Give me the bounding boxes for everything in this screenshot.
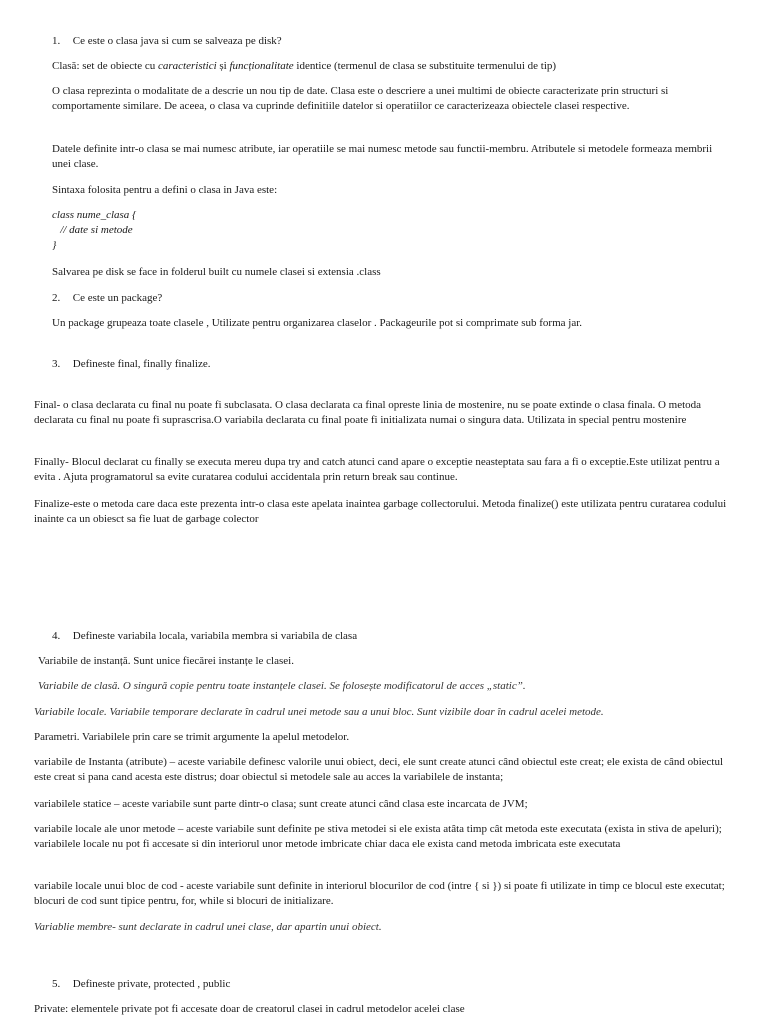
paragraph: O clasa reprezinta o modalitate de a descrie un nou tip de date. Clasa este o descriere a unei multimi de obiecte caracterizate prin structuri si comportamente similare. De aceea, o clasa va cuprinde definitiile datelor si operatiilor ce caracterizeaza obiectele clasei respective.	[52, 85, 669, 112]
class-variables: Variabile de clasă. O singură copie pentru toate instanțele clasei. Se folosește modificatorul de acces „static”.	[38, 680, 526, 692]
question-text: Defineste final, finally finalize.	[72, 358, 211, 370]
final-definition: Final- o clasa declarata cu final nu poate fi subclasata. O clasa declarata ca final opreste linia de mostenire, nu se poate extinde o clasa finala. O metoda declarata cu final nu poate fi suprascrisa.O variabila declarata cu final poate fi initializata numai o singura data. Utilizata in special pentru mostenire	[34, 399, 702, 426]
member-variables: Variablie membre- sunt declarate in cadrul unei clase, dar apartin unui obiect.	[34, 921, 382, 933]
question-1	[52, 34, 282, 49]
paragraph: variabile locale unui bloc de cod - aceste variabile sunt definite in interiorul blocurilor de cod (intre { si }) si poate fi utilizate in timp ce blocul este executat; blocuri de cod sunt tipice pentru, for, while si blocuri de initializare.	[34, 880, 725, 907]
question-text: Defineste variabila locala, variabila membra si variabila de clasa	[72, 630, 358, 642]
question-number: 2.	[52, 292, 61, 304]
paragraph: Un package grupeaza toate clasele , Utilizate pentru organizarea claselor . Packageurile pot si comprimate sub forma jar.	[52, 317, 583, 329]
paragraph: variabile de Instanta (atribute) – aceste variabile definesc valorile unui obiect, deci, ele sunt create atunci când obiectul este creat; ele exista de când obiectul este creat si pana cand acesta este distrus; doar obiectul si metodele sale au acces la variabilele de instanta;	[34, 756, 724, 783]
paragraph: variabile locale ale unor metode – aceste variabile sunt definite pe stiva metodei si ele exista atâta timp cât metoda este executata (exista in stiva de apeluri); variabilele locale nu pot fi accesate si din interiorul unor metode imbricate chiar daca ele exista cand metoda imbricata este executata	[34, 823, 722, 850]
paragraph: Datele definite intr-o clasa se mai numesc atribute, iar operatiile se mai numesc metode sau functii-membru. Atributele si metodele formeaza membrii unei clase.	[52, 143, 713, 170]
code-line: // date si metode	[52, 224, 133, 236]
instance-variables: Variabile de instanță. Sunt unice fiecărei instanțe le clasei.	[38, 655, 294, 667]
finalize-definition: Finalize-este o metoda care daca este prezenta intr-o clasa este apelata inaintea garbage collectorului. Metoda finalize() este utilizata pentru curatarea codului inainte ca un obiesct sa fie luat de garbage colector	[34, 498, 727, 525]
finally-definition: Finally- Blocul declarat cu finally se executa mereu dupa try and catch atunci cand apare o exceptie neasteptata sau fara a fi o exceptie.Este utilizat pentru a evita . Ajuta programatorul sa evite curatarea codului accidentala prin return break sau continue.	[34, 456, 720, 483]
text-run: și	[216, 60, 230, 72]
question-number: 3.	[52, 358, 61, 370]
text-run-italic: funcționalitate	[229, 60, 294, 72]
paragraph: Sintaxa folosita pentru a defini o clasa in Java este:	[52, 184, 278, 196]
question-number: 5.	[52, 978, 61, 990]
local-variables: Variabile locale. Variabile temporare declarate în cadrul unei metode sau a unui bloc. Sunt vizibile doar în cadrul acelei metode.	[34, 706, 604, 718]
text-run: Clasă: set de obiecte cu	[52, 60, 158, 72]
private-definition: Private: elementele private pot fi accesate doar de creatorul clasei in cadrul metodelor acelei clase	[34, 1003, 465, 1015]
paragraph: variabilele statice – aceste variabile sunt parte dintr-o clasa; sunt create atunci când clasa este incarcata de JVM;	[34, 798, 528, 810]
code-line: class nume_clasa {	[52, 209, 137, 221]
code-snippet	[52, 208, 136, 253]
class-definition	[52, 59, 732, 74]
question-text: Ce este o clasa java si cum se salveaza pe disk?	[72, 35, 282, 47]
text-run-italic: caracteristici	[158, 60, 217, 72]
question-number: 4.	[52, 630, 61, 642]
text-run: identice (termenul de clasa se substituite termenului de tip)	[293, 60, 557, 72]
question-4	[52, 629, 357, 644]
question-text: Ce este un package?	[72, 292, 163, 304]
question-3	[52, 357, 211, 372]
paragraph: Salvarea pe disk se face in folderul built cu numele clasei si extensia .class	[52, 266, 381, 278]
parameters: Parametri. Variabilele prin care se trimit argumente la apelul metodelor.	[34, 731, 350, 743]
code-line: }	[52, 239, 57, 251]
question-2	[52, 291, 162, 306]
question-text: Defineste private, protected , public	[72, 978, 231, 990]
question-number: 1.	[52, 35, 61, 47]
question-5	[52, 977, 230, 992]
